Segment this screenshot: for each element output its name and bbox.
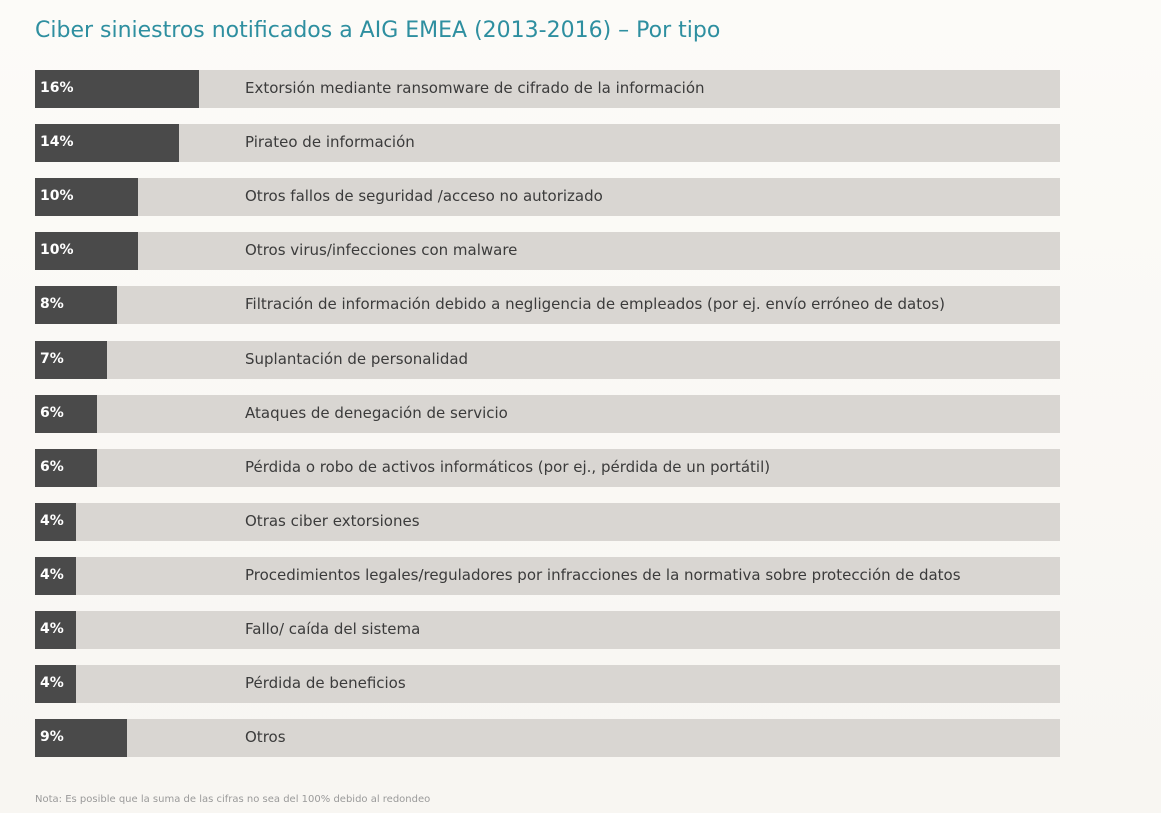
bar-category-label: Otros virus/infecciones con malware [245, 241, 518, 260]
chart-row [35, 124, 1060, 162]
chart-row [35, 341, 1060, 379]
chart-row [35, 503, 1060, 541]
chart-title: Ciber siniestros notificados a AIG EMEA (2013-2016) – Por tipo [35, 18, 721, 43]
bar-category-label: Pérdida o robo de activos informáticos (por ej., pérdida de un portátil) [245, 457, 771, 476]
bar-value-label: 9% [40, 729, 64, 746]
bar-category-label: Filtración de información debido a negligencia de empleados (por ej. envío erróneo de datos) [245, 295, 945, 314]
bar-value-label: 4% [40, 675, 64, 692]
bar-value-label: 4% [40, 512, 64, 529]
bar-category-label: Otros [245, 728, 286, 747]
bar-value-label: 6% [40, 404, 64, 421]
bar-category-label: Extorsión mediante ransomware de cifrado de la información [245, 79, 705, 97]
chart-row [35, 70, 1060, 108]
chart-row [35, 719, 1060, 757]
bar-value-label: 7% [40, 350, 64, 367]
bar-chart [35, 70, 1060, 770]
bar-value-label: 6% [40, 458, 64, 475]
bar-category-label: Ataques de denegación de servicio [245, 403, 508, 422]
bar-value-label: 8% [40, 296, 64, 313]
bar-value-label: 10% [40, 188, 74, 205]
chart-row [35, 286, 1060, 324]
chart-row [35, 665, 1060, 703]
bar-category-label: Pirateo de información [245, 133, 415, 152]
chart-row [35, 395, 1060, 433]
bar-category-label: Otras ciber extorsiones [245, 511, 420, 530]
bar-value-label: 4% [40, 566, 64, 583]
bar-value-label: 4% [40, 621, 64, 637]
chart-row [35, 611, 1060, 649]
bar-value-label: 10% [40, 242, 74, 259]
bar-value-label: 16% [40, 80, 74, 96]
chart-row [35, 232, 1060, 270]
chart-row [35, 178, 1060, 216]
chart-row [35, 557, 1060, 595]
bar-category-label: Otros fallos de seguridad /acceso no autorizado [245, 187, 603, 206]
bar-category-label: Fallo/ caída del sistema [245, 620, 421, 638]
bar-category-label: Procedimientos legales/reguladores por infracciones de la normativa sobre protección de datos [245, 565, 961, 584]
bar-value-label: 14% [40, 134, 74, 151]
chart-note: Nota: Es posible que la suma de las cifras no sea del 100% debido al redondeo [35, 794, 431, 805]
bar-category-label: Suplantación de personalidad [245, 349, 469, 368]
chart-row [35, 449, 1060, 487]
bar-category-label: Pérdida de beneficios [245, 674, 406, 693]
